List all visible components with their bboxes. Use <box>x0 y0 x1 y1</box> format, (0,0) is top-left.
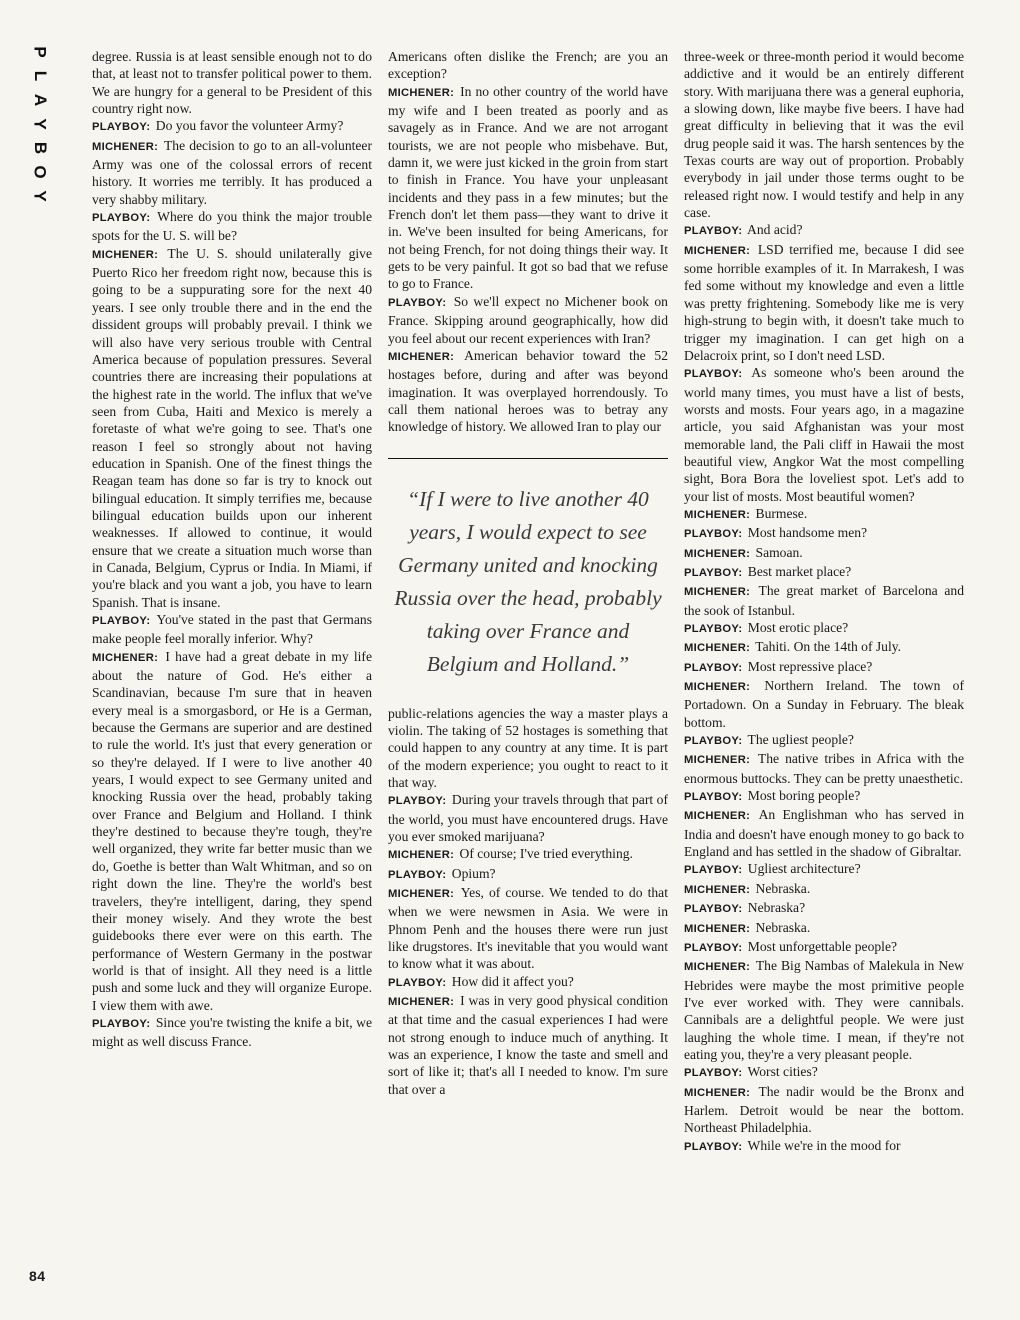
speaker-label: PLAYBOY: <box>388 976 447 989</box>
interview-paragraph <box>92 137 372 208</box>
paragraph-text: The native tribes in Africa with the enormous buttocks. They can be pretty unaesthetic. <box>684 751 964 786</box>
column-2-top <box>388 48 668 436</box>
interview-paragraph <box>684 919 964 938</box>
paragraph-text: Burmese. <box>755 505 808 521</box>
paragraph-text: While we're in the mood for <box>747 1137 901 1153</box>
speaker-label: PLAYBOY: <box>92 1017 151 1030</box>
paragraph-text: Most erotic place? <box>747 620 849 635</box>
interview-paragraph <box>684 619 964 638</box>
paragraph-text: I was in very good physical condition at that time and the casual experiences I had were not strong enough to induce much of anything. It was an experience, I know the taste and smell and sort of like it; that's all I needed to know. I'm sure that over a <box>388 993 668 1097</box>
text-column-1 <box>92 48 372 1051</box>
speaker-label: PLAYBOY: <box>684 225 743 238</box>
speaker-label: MICHENER: <box>92 651 159 664</box>
speaker-label: MICHENER: <box>684 922 751 935</box>
speaker-label: PLAYBOY: <box>684 791 743 804</box>
speaker-label: MICHENER: <box>684 961 751 974</box>
pull-quote-text: “If I were to live another 40 years, I would expect to see Germany united and knocking Russia over the head, probably taking over France and Belgium and Holland.” <box>394 486 662 676</box>
speaker-label: PLAYBOY: <box>388 868 447 881</box>
logo-letter: Y <box>31 118 50 130</box>
interview-paragraph <box>684 658 964 677</box>
paragraph-text: The U. S. should unilaterally give Puerto Rico her freedom right now, because this is going to be a suppurating sore for the next 40 years. I see only trouble there and in the end the dissident groups will probably prevail. I think we will also have very serious trouble with Central America because of population pressures. Several countries there are increasing their populations at the highest rate in the world. The influx that we've seen from Cuba, Haiti and Mexico is merely a foretaste of what we're going to see. That's one reason I feel so strongly about not having education in Spanish. One of the finest things the Reagan team has done so far is try to knock out bilingual education. It simply terrifies me, because bilingual education builds upon our inherent weaknesses. If allowed to continue, it would ensure that we create a situation much worse than in Canada, Belgium, Cyprus or India. In Miami, if you're black and you want a job, you have to learn Spanish. That is insane. <box>92 245 372 610</box>
paragraph-text: degree. Russia is at least sensible enough not to do that, at least not to transfer political power to them. We are hungry for a general to be President of this country right now. <box>92 49 372 117</box>
paragraph-text: As someone who's been around the world many times, you must have a list of bests, worsts and mosts. Four years ago, in a magazine article, you said Afghanistan was your most memorable land, the Pali cliff in Hawaii the most beautiful view, Angkor Wat the most compelling sight, Bora Bora the loveliest spot. Let's add to your list of mosts. Most beautiful women? <box>684 365 964 504</box>
speaker-label: PLAYBOY: <box>684 566 743 579</box>
logo-letter: L <box>30 70 50 82</box>
logo-letter: B <box>31 141 50 155</box>
interview-paragraph <box>684 899 964 918</box>
interview-paragraph <box>684 1137 964 1156</box>
text-column-2 <box>388 48 668 1098</box>
paragraph-text: Northern Ireland. The town of Portadown. On a Sunday in February. The bleak bottom. <box>684 678 964 730</box>
speaker-label: MICHENER: <box>388 350 455 363</box>
speaker-label: MICHENER: <box>684 810 751 823</box>
paragraph-text: three-week or three-month period it would become addictive and it would be an entirely different story. With marijuana there was a general euphoria, a slowing down, like maybe five beers. I have had great difficulty in believing that it was the evil drug people said it was. The harsh sentences by the Texas courts are way out of proportion. Probably everybody in jail under those terms ought to be released right now. I would testify and help in any case. <box>684 49 964 221</box>
paragraph-text: Where do you think the major trouble spots for the U. S. will be? <box>92 209 372 244</box>
interview-paragraph <box>684 524 964 543</box>
interview-paragraph <box>92 48 372 117</box>
speaker-label: MICHENER: <box>92 140 159 153</box>
speaker-label: PLAYBOY: <box>388 795 447 808</box>
speaker-label: PLAYBOY: <box>684 623 743 635</box>
interview-paragraph <box>388 992 668 1098</box>
speaker-label: MICHENER: <box>92 248 159 261</box>
paragraph-text: Of course; I've tried everything. <box>459 846 633 862</box>
pull-quote <box>388 458 668 681</box>
interview-paragraph <box>388 791 668 845</box>
paragraph-text: Most handsome men? <box>747 525 868 541</box>
paragraph-text: The decision to go to an all-volunteer Army was one of the colossal errors of recent history. It worries me terribly. It has produced a very shabby military. <box>92 137 372 207</box>
interview-paragraph <box>684 1083 964 1137</box>
paragraph-text: During your travels through that part of the world, you must have encountered drugs. Have you ever smoked marijuana? <box>388 792 669 844</box>
interview-paragraph <box>388 973 668 992</box>
interview-paragraph <box>684 806 964 860</box>
paragraph-text: The ugliest people? <box>747 732 854 748</box>
interview-paragraph <box>388 83 668 293</box>
text-column-3 <box>684 48 964 1156</box>
interview-paragraph <box>684 957 964 1063</box>
interview-paragraph <box>684 938 964 957</box>
speaker-label: PLAYBOY: <box>684 735 743 748</box>
interview-paragraph <box>388 845 668 864</box>
paragraph-text: Nebraska? <box>747 900 806 916</box>
paragraph-text: The great market of Barcelona and the sook of Istanbul. <box>684 583 964 618</box>
interview-paragraph <box>684 563 964 582</box>
paragraph-text: Tahiti. On the 14th of July. <box>755 639 902 655</box>
speaker-label: MICHENER: <box>684 681 751 694</box>
interview-paragraph <box>684 880 964 899</box>
interview-paragraph <box>388 884 668 973</box>
paragraph-text: Best market place? <box>747 563 852 579</box>
interview-paragraph <box>684 505 964 524</box>
interview-paragraph <box>684 860 964 879</box>
speaker-label: MICHENER: <box>388 996 455 1009</box>
paragraph-text: Worst cities? <box>747 1064 818 1080</box>
interview-paragraph <box>684 544 964 563</box>
speaker-label: PLAYBOY: <box>684 941 743 954</box>
interview-paragraph <box>684 750 964 787</box>
speaker-label: PLAYBOY: <box>684 661 743 674</box>
paragraph-text: An Englishman who has served in India and doesn't have enough money to go back to England and has settled in the shadow of Gibraltar. <box>684 807 964 860</box>
interview-paragraph <box>684 677 964 731</box>
interview-paragraph <box>684 241 964 364</box>
logo-letter: P <box>31 46 50 58</box>
speaker-label: PLAYBOY: <box>684 368 743 381</box>
paragraph-text: Most boring people? <box>747 788 861 804</box>
interview-paragraph <box>684 731 964 750</box>
paragraph-text: Americans often dislike the French; are you an exception? <box>388 49 668 82</box>
interview-paragraph <box>92 208 372 245</box>
paragraph-text: American behavior toward the 52 hostages before, during and after was beyond imagination. It was overplayed horrendously. To call them national heroes was to betray any knowledge of history. We allowed Iran to play our <box>388 347 668 435</box>
speaker-label: PLAYBOY: <box>92 121 151 134</box>
paragraph-text: Samoan. <box>755 544 803 560</box>
interview-paragraph <box>388 48 668 83</box>
speaker-label: MICHENER: <box>684 244 751 257</box>
paragraph-text: Most repressive place? <box>747 658 873 674</box>
speaker-label: PLAYBOY: <box>684 1140 743 1153</box>
speaker-label: PLAYBOY: <box>388 296 447 309</box>
speaker-label: MICHENER: <box>388 849 455 862</box>
speaker-label: PLAYBOY: <box>92 615 151 627</box>
interview-paragraph <box>92 117 372 136</box>
paragraph-text: Opium? <box>451 865 496 881</box>
speaker-label: PLAYBOY: <box>92 212 151 225</box>
interview-paragraph <box>684 1063 964 1082</box>
paragraph-text: The nadir would be the Bronx and Harlem. Detroit would be near the bottom. Northeast Philadelphia. <box>684 1083 965 1136</box>
paragraph-text: Nebraska. <box>755 919 811 935</box>
paragraph-text: Since you're twisting the knife a bit, we might as well discuss France. <box>92 1014 372 1050</box>
speaker-label: MICHENER: <box>684 642 751 655</box>
paragraph-text: Most unforgettable people? <box>747 938 898 954</box>
speaker-label: MICHENER: <box>684 547 751 560</box>
interview-paragraph <box>684 364 964 505</box>
speaker-label: PLAYBOY: <box>684 903 743 916</box>
column-2-bottom <box>388 705 668 1099</box>
speaker-label: PLAYBOY: <box>684 864 743 877</box>
interview-paragraph <box>388 865 668 884</box>
interview-paragraph <box>92 1014 372 1051</box>
speaker-label: MICHENER: <box>388 86 455 99</box>
interview-paragraph <box>92 245 372 611</box>
paragraph-text: public-relations agencies the way a master plays a violin. The taking of 52 hostages is something that could happen to any country at any time. It is part of the modern experience; you ought to react to it that way. <box>388 705 668 790</box>
paragraph-text: Nebraska. <box>755 880 811 896</box>
speaker-label: PLAYBOY: <box>684 1067 743 1080</box>
interview-paragraph <box>684 48 964 221</box>
page-number: 84 <box>29 1268 46 1284</box>
speaker-label: PLAYBOY: <box>684 528 743 541</box>
interview-paragraph <box>388 347 668 436</box>
paragraph-text: You've stated in the past that Germans make people feel morally inferior. Why? <box>92 612 372 647</box>
interview-paragraph <box>684 582 964 619</box>
interview-paragraph <box>388 293 668 347</box>
paragraph-text: The Big Nambas of Malekula in New Hebrides were maybe the most primitive people I've ever worked with. They were cannibals. Cannibals are a delightful people. We were just laughing the whole time. I mean, if they're not eating you, they're a very pleasant people. <box>684 958 964 1062</box>
paragraph-text: So we'll expect no Michener book on France. Skipping around geographically, how did you feel about our recent experiences with Iran? <box>388 293 668 346</box>
paragraph-text: And acid? <box>747 222 803 238</box>
paragraph-text: How did it affect you? <box>451 973 574 989</box>
interview-paragraph <box>684 638 964 657</box>
paragraph-text: Yes, of course. We tended to do that when we were newsmen in Asia. We were in Phnom Penh and the houses there were run just like drugstores. It's inevitable that you would want to know what it was about. <box>388 885 668 972</box>
interview-paragraph <box>388 705 668 792</box>
paragraph-text: Do you favor the volunteer Army? <box>155 118 344 134</box>
speaker-label: MICHENER: <box>388 888 455 900</box>
logo-letter: Y <box>31 190 50 202</box>
speaker-label: MICHENER: <box>684 586 751 599</box>
speaker-label: MICHENER: <box>684 883 751 896</box>
paragraph-text: I have had a great debate in my life about the nature of God. He's either a Scandinavian, because I'm sure that in heaven every meal is a smorgasbord, or He is a German, because the Germans are superior and are destined to rule the world. It's just that every generation or so they're delayed. If I were to live another 40 years, I would expect to see Germany united and knocking Russia over the head, probably taking over France and Belgium and Holland. I think they're destined to because they're tough, they're well organized, they write far better music than we do, Goethe is better than Walt Whitman, and so on right down the line. They're the world's best travelers, they're intelligent, daring, they spend their money wisely. And they wrote the best guidebooks there ever were on this earth. The performance of Western Germany in the postwar world is that of insight. All they need is a little push and some luck and they will organize Europe. I view them with awe. <box>92 648 372 1013</box>
interview-paragraph <box>92 648 372 1014</box>
interview-paragraph <box>684 221 964 240</box>
speaker-label: MICHENER: <box>684 508 751 521</box>
paragraph-text: In no other country of the world have my wife and I been treated as poorly and as savagely as in France. And we are not arrogant tourists, we are not people who misbehave. But, damn it, we were just kicked in the groin from start to finish in France. You have your unpleasant incidents and they pass in a few minutes; but the French don't let them pass—they want to drive it in. We've been insulted for being Americans, for not being French, for not doing things their way. It gets to be very painful. It got so bad that we refuse to go to France. <box>388 83 668 292</box>
speaker-label: MICHENER: <box>684 754 751 767</box>
speaker-label: MICHENER: <box>684 1086 751 1099</box>
logo-letter: A <box>31 93 50 107</box>
paragraph-text: Ugliest architecture? <box>747 861 861 877</box>
interview-paragraph <box>92 611 372 648</box>
logo-letter: O <box>30 165 50 179</box>
magazine-sidebar-logo <box>28 40 52 208</box>
interview-paragraph <box>684 787 964 806</box>
paragraph-text: LSD terrified me, because I did see some horrible examples of it. In Marrakesh, I was fed some without my knowledge and even a little was pretty frightening. Somebody like me is very high-strung to begin with, it doesn't take much to trigger my imagination. I can get high on a Delacroix print, so I don't need LSD. <box>684 241 965 363</box>
